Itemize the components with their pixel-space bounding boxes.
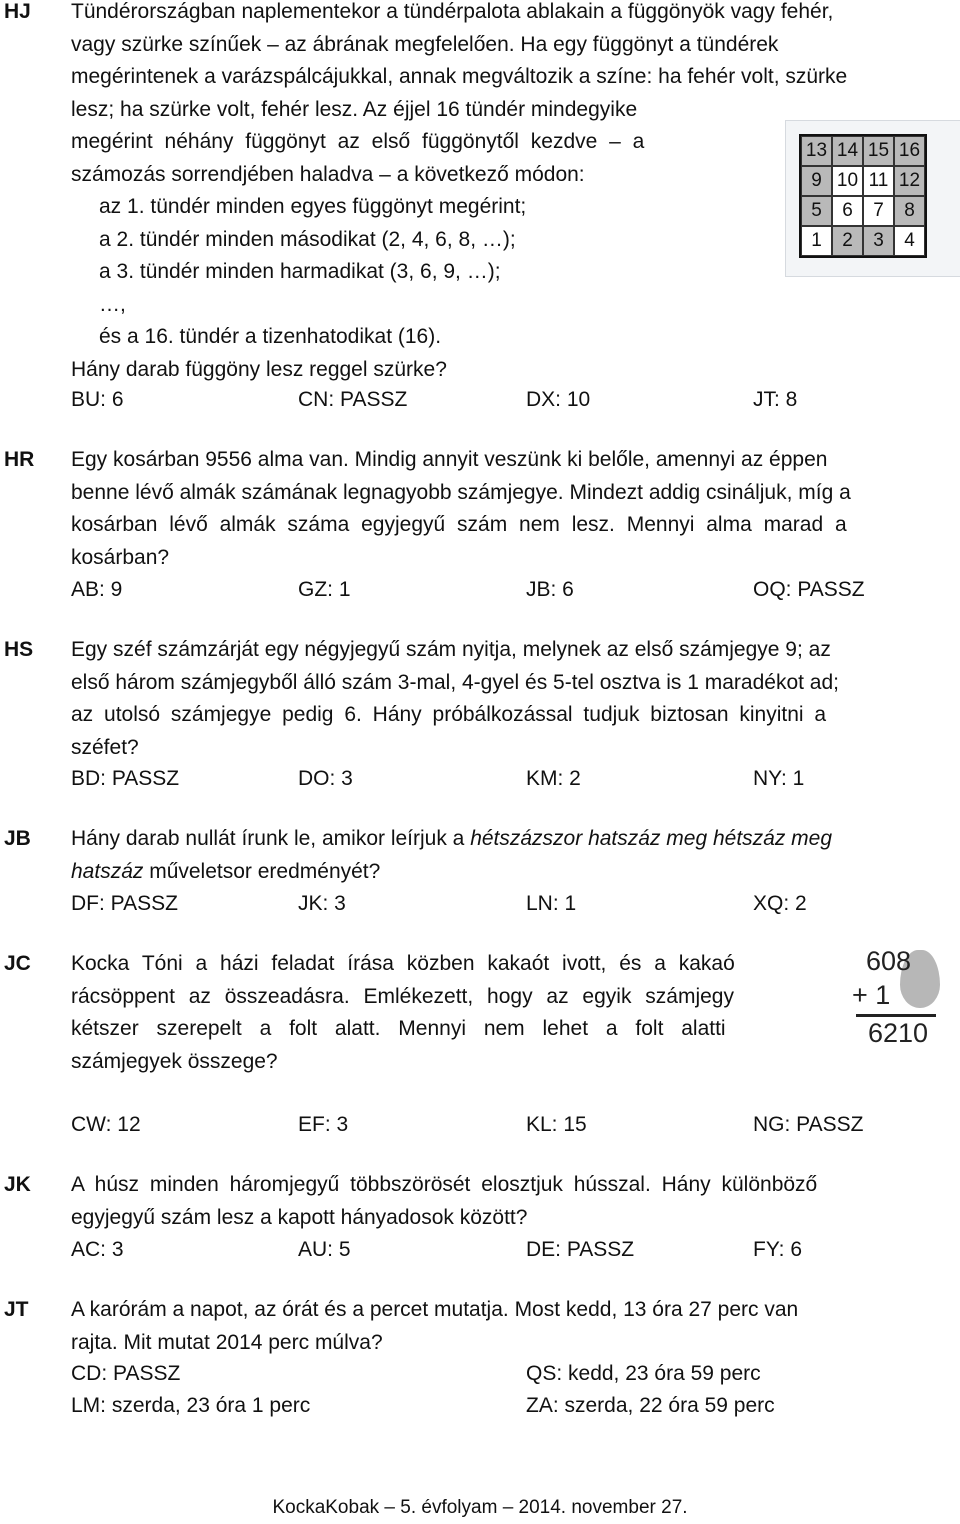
answers-jb: [71, 888, 958, 920]
text-line: [71, 856, 958, 889]
grid-cell: 16: [894, 136, 925, 166]
addition-figure: [848, 944, 943, 1054]
grid-cell: 6: [832, 196, 863, 226]
text-line: Kocka Tóni a házi feladat írása közben kakaót ivott, és a kakaó: [71, 952, 735, 975]
grid-cell: 13: [801, 136, 832, 166]
text-line: benne lévő almák számának legnagyobb számjegye. Mindezt addig csináljuk, míg a: [71, 480, 851, 504]
text-emphasis: hatszáz: [71, 859, 144, 883]
sum-line: [856, 1014, 936, 1017]
curtain-grid: [799, 134, 927, 258]
answer-option: KM: 2: [526, 767, 581, 790]
answer-option: DE: PASSZ: [526, 1238, 635, 1261]
answer-option: DX: 10: [526, 388, 591, 411]
answers-jc: [71, 1109, 958, 1141]
answer-option: CD: PASSZ: [71, 1362, 181, 1385]
addend-bottom: + 1: [852, 980, 891, 1010]
problem-text-hr: [71, 444, 958, 574]
answer-option: BD: PASSZ: [71, 767, 180, 790]
problem-text-jk: [71, 1169, 958, 1234]
grid-cell: 1: [801, 226, 832, 256]
grid-cell: 14: [832, 136, 863, 166]
grid-cell: 5: [801, 196, 832, 226]
answer-option: KL: 15: [526, 1113, 587, 1136]
answer-option: JK: 3: [298, 892, 346, 915]
answer-option: AB: 9: [71, 578, 123, 601]
answer-option: DF: PASSZ: [71, 892, 178, 915]
text-span: műveletsor eredményét?: [143, 859, 381, 883]
answer-option: ZA: szerda, 22 óra 59 perc: [526, 1394, 775, 1417]
curtain-grid-figure: [785, 120, 960, 277]
text-line: lesz; ha szürke volt, fehér lesz. Az éjjel 16 tündér mindegyike: [71, 97, 638, 121]
text-line: A húsz minden háromjegyű többszörösét elosztjuk hússzal. Hány különböző: [71, 1173, 818, 1196]
problem-code-hr: HR: [4, 448, 35, 471]
problem-code-jt: JT: [4, 1298, 29, 1321]
grid-cell: 3: [863, 226, 894, 256]
text-line: Egy kosárban 9556 alma van. Mindig annyit veszünk ki belőle, amennyi az éppen: [71, 448, 828, 471]
text-line: rajta. Mit mutat 2014 perc múlva?: [71, 1330, 383, 1354]
text-line: rácsöppent az összeadásra. Emlékezett, hogy az egyik számjegy: [71, 984, 734, 1008]
answer-option: GZ: 1: [298, 578, 351, 601]
answer-option: LN: 1: [526, 892, 577, 915]
answers-hs: [71, 763, 958, 795]
answer-option: QS: kedd, 23 óra 59 perc: [526, 1362, 761, 1385]
problem-code-jk: JK: [4, 1173, 31, 1196]
problem-text-jb: [71, 823, 958, 888]
answer-option: JT: 8: [753, 388, 798, 411]
text-line: [71, 823, 958, 856]
text-line: Hány darab függöny lesz reggel szürke?: [71, 357, 447, 381]
text-line: vagy szürke színűek – az ábrának megfelelően. Ha egy függönyt a tündérek: [71, 32, 779, 56]
answer-option: AC: 3: [71, 1238, 124, 1261]
sum-result: 6210: [868, 1018, 929, 1048]
text-line: számozás sorrendjében haladva – a következő módon:: [71, 162, 585, 186]
text-line: az utolsó számjegye pedig 6. Hány próbálkozással tudjuk biztosan kinyitni a: [71, 703, 827, 726]
text-line: egyjegyű szám lesz a kapott hányadosok között?: [71, 1205, 528, 1229]
grid-cell: 4: [894, 226, 925, 256]
addend-top: 608: [866, 946, 912, 976]
grid-cell: 9: [801, 166, 832, 196]
problem-text-hs: [71, 634, 958, 764]
text-line: Egy széf számzárját egy négyjegyű szám nyitja, melynek az első számjegye 9; az: [71, 638, 831, 661]
text-emphasis: hétszázszor hatszáz meg hétszáz meg: [470, 827, 833, 850]
text-line: első három számjegyből álló szám 3-mal, 4-gyel és 5-tel osztva is 1 maradékot ad;: [71, 670, 839, 694]
answer-option: DO: 3: [298, 767, 353, 790]
text-line: az 1. tündér minden egyes függönyt megérint;: [99, 195, 527, 218]
answer-option: LM: szerda, 23 óra 1 perc: [71, 1394, 311, 1417]
text-line: Tündérországban naplementekor a tündérpalota ablakain a függönyök vagy fehér,: [71, 0, 834, 23]
answer-option: CN: PASSZ: [298, 388, 408, 411]
answers-jt: [71, 1358, 958, 1422]
text-line: kosárban?: [71, 545, 170, 569]
text-line: megérint néhány függönyt az első függönytől kezdve – a: [71, 130, 645, 153]
text-line: megérintenek a varázspálcájukkal, annak megváltozik a színe: ha fehér volt, szürke: [71, 65, 848, 88]
grid-cell: 7: [863, 196, 894, 226]
grid-cell: 2: [832, 226, 863, 256]
problem-code-jc: JC: [4, 952, 31, 975]
answer-option: OQ: PASSZ: [753, 578, 865, 601]
answer-option: BU: 6: [71, 388, 124, 411]
answer-option: NY: 1: [753, 767, 805, 790]
answers-jk: [71, 1234, 958, 1266]
answer-option: CW: 12: [71, 1113, 141, 1136]
text-line: A karórám a napot, az órát és a percet mutatja. Most kedd, 13 óra 27 perc van: [71, 1298, 799, 1321]
text-line: a 2. tündér minden másodikat (2, 4, 6, 8, …);: [99, 227, 516, 251]
answer-option: XQ: 2: [753, 892, 807, 915]
problem-code-hj: HJ: [4, 0, 31, 23]
grid-cell: 10: [832, 166, 863, 196]
answer-option: EF: 3: [298, 1113, 349, 1136]
page-footer: KockaKobak – 5. évfolyam – 2014. november 27.: [272, 1497, 688, 1518]
text-line: kosárban lévő almák száma egyjegyű szám nem lesz. Mennyi alma marad a: [71, 513, 847, 536]
text-line: a 3. tündér minden harmadikat (3, 6, 9, …);: [99, 260, 501, 283]
grid-cell: 12: [894, 166, 925, 196]
text-line: számjegyek összege?: [71, 1049, 278, 1073]
problem-code-hs: HS: [4, 638, 34, 661]
answers-hr: [71, 574, 958, 606]
problem-text-jt: [71, 1294, 958, 1359]
grid-cell: 8: [894, 196, 925, 226]
text-line: …,: [99, 292, 126, 316]
answer-option: JB: 6: [526, 578, 574, 601]
grid-cell: 11: [863, 166, 894, 196]
text-line: és a 16. tündér a tizenhatodikat (16).: [99, 325, 442, 348]
text-line: kétszer szerepelt a folt alatt. Mennyi nem lehet a folt alatti: [71, 1017, 726, 1040]
text-line: széfet?: [71, 735, 139, 759]
problem-code-jb: JB: [4, 827, 31, 850]
grid-cell: 15: [863, 136, 894, 166]
answer-option: FY: 6: [753, 1238, 803, 1261]
text-span: Hány darab nullát írunk le, amikor leírjuk a: [71, 827, 471, 850]
answers-hj: [71, 384, 958, 416]
answer-option: NG: PASSZ: [753, 1113, 864, 1136]
problem-text-jc: [71, 948, 958, 1078]
answer-option: AU: 5: [298, 1238, 351, 1261]
